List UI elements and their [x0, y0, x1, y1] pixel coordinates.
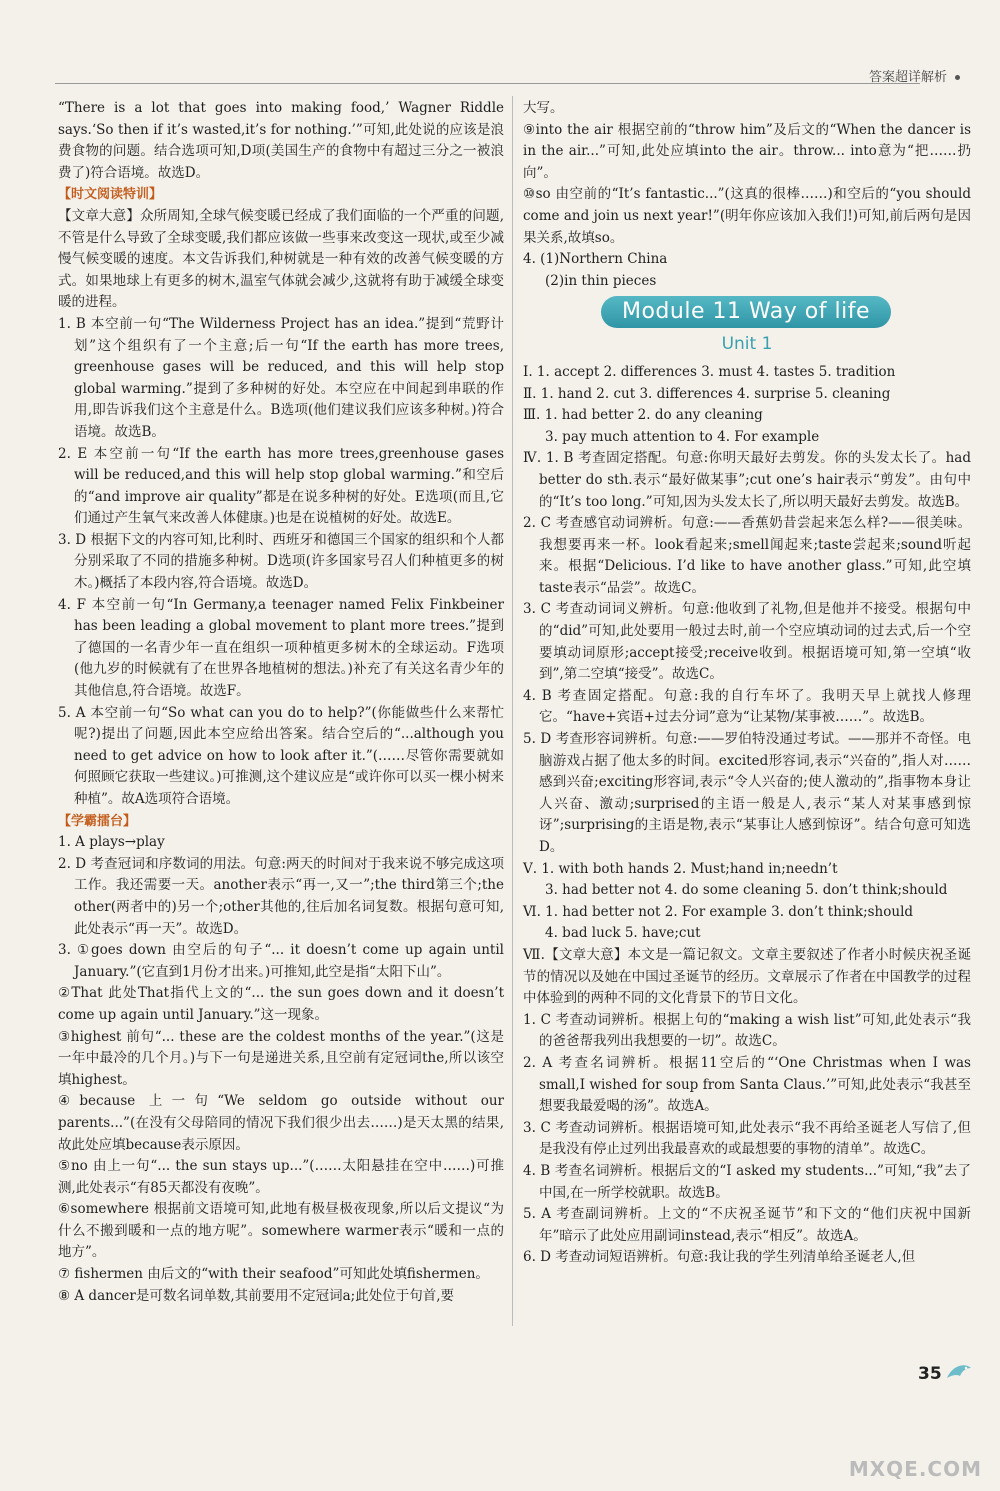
right-column [523, 98, 971, 1269]
answer-item: ⑨into the air 根据空前的“throw him”及后文的“When the dancer is in the air...”可知,此处应填into the air。throw... into意为“把……扔向”。 [523, 121, 971, 181]
answer-item: 3. ①goes down 由空后的句子“... it doesn’t come up again until January.”(它直到1月份才出来。)可推知,此空是指“太阳下山”。 [58, 942, 504, 980]
answer-item: 2. D 考查冠词和序数词的用法。句意:两天的时间对于我来说不够完成这项工作。我还需要一天。another表示“再一,又一”;the third第三个;the other(两者中的)另一个;other其他的,往后加名词复数。根据句意可知,此处表示“再一天”。故选D。 [58, 855, 504, 937]
answer-item: 1. C 考查动词辨析。根据上句的“making a wish list”可知,此处表示“我的爸爸帮我列出我想要的一切”。故选C。 [523, 1011, 971, 1050]
answer-item: ③highest 前句“... these are the coldest months of the year.”(这是一年中最冷的几个月。)与下一句是递进关系,且空前有定冠词the,所以该空填highest。 [58, 1028, 504, 1088]
answer-item: 5. D 考查形容词辨析。句意:——罗伯特没通过考试。——那并不奇怪。电脑游戏占据了他太多的时间。excited形容词,表示“兴奋的”,指人对……感到兴奋;exciting形容词,表示“令人兴奋的;使人激动的”,指事物本身让人兴奋、激动;surprised的主语一般是人,表示“某人对某事感到惊讶”;surprising的主语是物,表示“某事让人感到惊讶”。结合句意可知选D。 [523, 731, 971, 855]
answer-item: 4. (1)Northern China [523, 251, 668, 268]
column-divider [512, 96, 513, 1326]
answer-item: 4. B 考查名词辨析。根据后文的“I asked my students...”可知,“我”去了中国,在一所学校就职。故选B。 [523, 1162, 971, 1201]
answer-item: Ⅱ. 1. hand 2. cut 3. differences 4. surprise 5. cleaning [523, 385, 891, 402]
answer-item: 6. D 考查动词短语辨析。句意:我让我的学生列清单给圣诞老人,但 [523, 1249, 916, 1266]
unit-title: Unit 1 [721, 334, 773, 355]
left-column [58, 98, 504, 1307]
answer-item: 2. E 本空前一句“If the earth has more trees,greenhouse gases will be reduced,and this will help stop global warming.”和空后的“and improve air quality”都是在说多种树的好处。E选项(而且,它们通过产生氧气来改善人体健康。)也是在说植树的好处。故选E。 [58, 445, 504, 527]
answer-item: 4. F 本空前一句“In Germany,a teenager named Felix Finkbeiner has been leading a global movement to plant more trees.”提到了德国的一名青少年一直在组织一项种植更多树木的全球运动。F选项(他九岁的时候就有了在世界各地植树的想法。)补充了有关这名青少年的其他信息,符合语境。故选F。 [58, 596, 504, 700]
answer-item: 3. D 根据下文的内容可知,比利时、西班牙和德国三个国家的组织和个人都分别采取了不同的措施多种树。D选项(许多国家号召人们种植更多的树木。)概括了本段内容,符合语境。故选D。 [58, 531, 504, 592]
answer-item: ②That 此处That指代上文的“... the sun goes down and it doesn’t come up again until January.”这一现象。 [58, 985, 504, 1023]
answer-item: Ⅴ. 1. with both hands 2. Must;hand in;needn’t [523, 860, 838, 877]
answer-item: Ⅳ. 1. B 考查固定搭配。句意:你明天最好去剪发。你的头发太长了。had better do sth.表示“最好做某事”;cut one’s hair表示“剪发”。由句中的“It’s too long.”可知,因为头发太长了,所以明天最好去剪发。故选B。 [523, 450, 971, 510]
paragraph: 大写。 [523, 100, 564, 116]
answer-item: 2. C 考查感官动词辨析。句意:——香蕉奶昔尝起来怎么样?——很美味。我想要再来一杯。look看起来;smell闻起来;taste尝起来;sound听起来。根据“Delicious. I’d like to have another glass.”可知,此空填taste表示“品尝”。故选C。 [523, 515, 971, 596]
section-tag: 【时文阅读特训】 [58, 187, 163, 203]
answer-item: Ⅰ. 1. accept 2. differences 3. must 4. tastes 5. tradition [523, 363, 896, 380]
answer-item: 3. C 考查动词词义辨析。句意:他收到了礼物,但是他并不接受。根据句中的“did”可知,此处要用一般过去时,前一个空应填动词的过去式,后一个空要填动词原形;accept接受;receive收到。根据语境可知,第一空填“收到”,第二空填“接受”。故选C。 [523, 601, 971, 683]
answer-item: ④because 上一句“We seldom go outside without our parents...”(在没有父母陪同的情况下我们很少出去……)是天太黑的结果,故此处应填because表示原因。 [58, 1093, 504, 1153]
header-title: 答案超详解析 [869, 66, 960, 85]
header-rule [55, 83, 920, 84]
answer-item: 4. B 考查固定搭配。句意:我的自行车坏了。我明天早上就找人修理它。“have+宾语+过去分词”意为“让某物/某事被……”。故选B。 [523, 687, 971, 726]
answer-item: 5. A 考查副词辨析。上文的“不庆祝圣诞节”和下文的“他们庆祝中国新年”暗示了此处应用副词instead,表示“相反”。故选A。 [523, 1206, 971, 1244]
paragraph: 【文章大意】众所周知,全球气候变暖已经成了我们面临的一个严重的问题,不管是什么导致了全球变暖,我们都应该做一些事来改变这一现状,或至少减慢气候变暖的速度。本文告诉我们,种树就是一种有效的改善气候变暖的方式。如果地球上有更多的树木,温室气体就会减少,这就将有助于减缓全球变暖的进程。 [58, 207, 504, 311]
answer-item: Ⅲ. 1. had better 2. do any cleaning [523, 407, 763, 424]
answer-item: Ⅵ. 1. had better not 2. For example 3. don’t think;should [523, 903, 914, 920]
answer-item: 2. A 考查名词辨析。根据11空后的“‘One Christmas when I was small,I wished for soup from Santa Claus.’”可知,此处表示“我甚至想要我最爱喝的汤”。故选A。 [523, 1054, 971, 1115]
answer-item: ⑧ A dancer是可数名词单数,其前要用不定冠词a;此处位于句首,要 [58, 1287, 455, 1304]
dolphin-icon [944, 1358, 974, 1388]
answer-item: 4. bad luck 5. have;cut [545, 925, 701, 942]
answer-item: 3. had better not 4. do some cleaning 5. don’t think;should [545, 882, 948, 899]
answer-item: ⑤no 由上一句“... the sun stays up...”(……太阳悬挂在空中……)可推测,此处表示“有85天都没有夜晚”。 [58, 1158, 504, 1196]
paragraph: Ⅶ.【文章大意】本文是一篇记叙文。文章主要叙述了作者小时候庆祝圣诞节的情况以及她在中国过圣诞节的经历。文章展示了作者在中国教学的过程中体验到的两种不同的文化背景下的节日文化。 [523, 946, 971, 1007]
answer-item: ⑦ fishermen 由后文的“with their seafood”可知此处填fishermen。 [58, 1266, 489, 1283]
answer-item: ⑩so 由空前的“It’s fantastic...”(这真的很棒……)和空后的“you should come and join us next year!”(明年你应该加入我们!)可知,前后两句是因果关系,故填so。 [523, 186, 971, 246]
module-banner: Module 11 Way of life [601, 296, 891, 328]
paragraph: “There is a lot that goes into making food,’ Wagner Riddle says.‘So then if it’s wasted,it’s for nothing.’”可知,此处说的应该是浪费食物的问题。结合选项可知,D项(美国生产的食物中有超过三分之一被浪费了)符合语境。故选D。 [58, 100, 504, 181]
answer-item: 1. A plays→play [58, 834, 165, 851]
answer-item: 3. pay much attention to 4. For example [545, 428, 820, 445]
answer-item: 5. A 本空前一句“So what can you do to help?”(你能做些什么来帮忙呢?)提出了问题,因此本空应给出答案。结合空后的“...although you need to get advice on how to look after it.”(……尽管你需要就如何照顾它获取一些建议。)可推测,这个建议应是“或许你可以买一棵小树来种植”。故A选项符合语境。 [58, 704, 504, 807]
answer-item: (2)in thin pieces [545, 272, 657, 289]
answer-item: 1. B 本空前一句“The Wilderness Project has an idea.”提到“荒野计划”这个组织有了一个主意;后一句“If the earth has more trees, greenhouse gases will be reduced, and this will help stop global warming.”提到了多种树的好处。本空应在中间起到串联的作用,即告诉我们这个主意是什么。B选项(他们建议我们应该多种树。)符合语境。故选B。 [58, 315, 504, 440]
answer-item: ⑥somewhere 根据前文语境可知,此地有极昼极夜现象,所以后文提议“为什么不搬到暖和一点的地方呢”。somewhere warmer表示“暖和一点的地方”。 [58, 1201, 504, 1261]
page-number: 35 [918, 1364, 942, 1384]
header-dot-icon [955, 75, 960, 80]
section-tag: 【学霸擂台】 [58, 813, 137, 829]
watermark: MXQE.COM [848, 1457, 982, 1481]
answer-item: 3. C 考查动词辨析。根据语境可知,此处表示“我不再给圣诞老人写信了,但是我没有停止过列出我最喜欢的或最想要的事物的清单”。故选C。 [523, 1119, 971, 1158]
